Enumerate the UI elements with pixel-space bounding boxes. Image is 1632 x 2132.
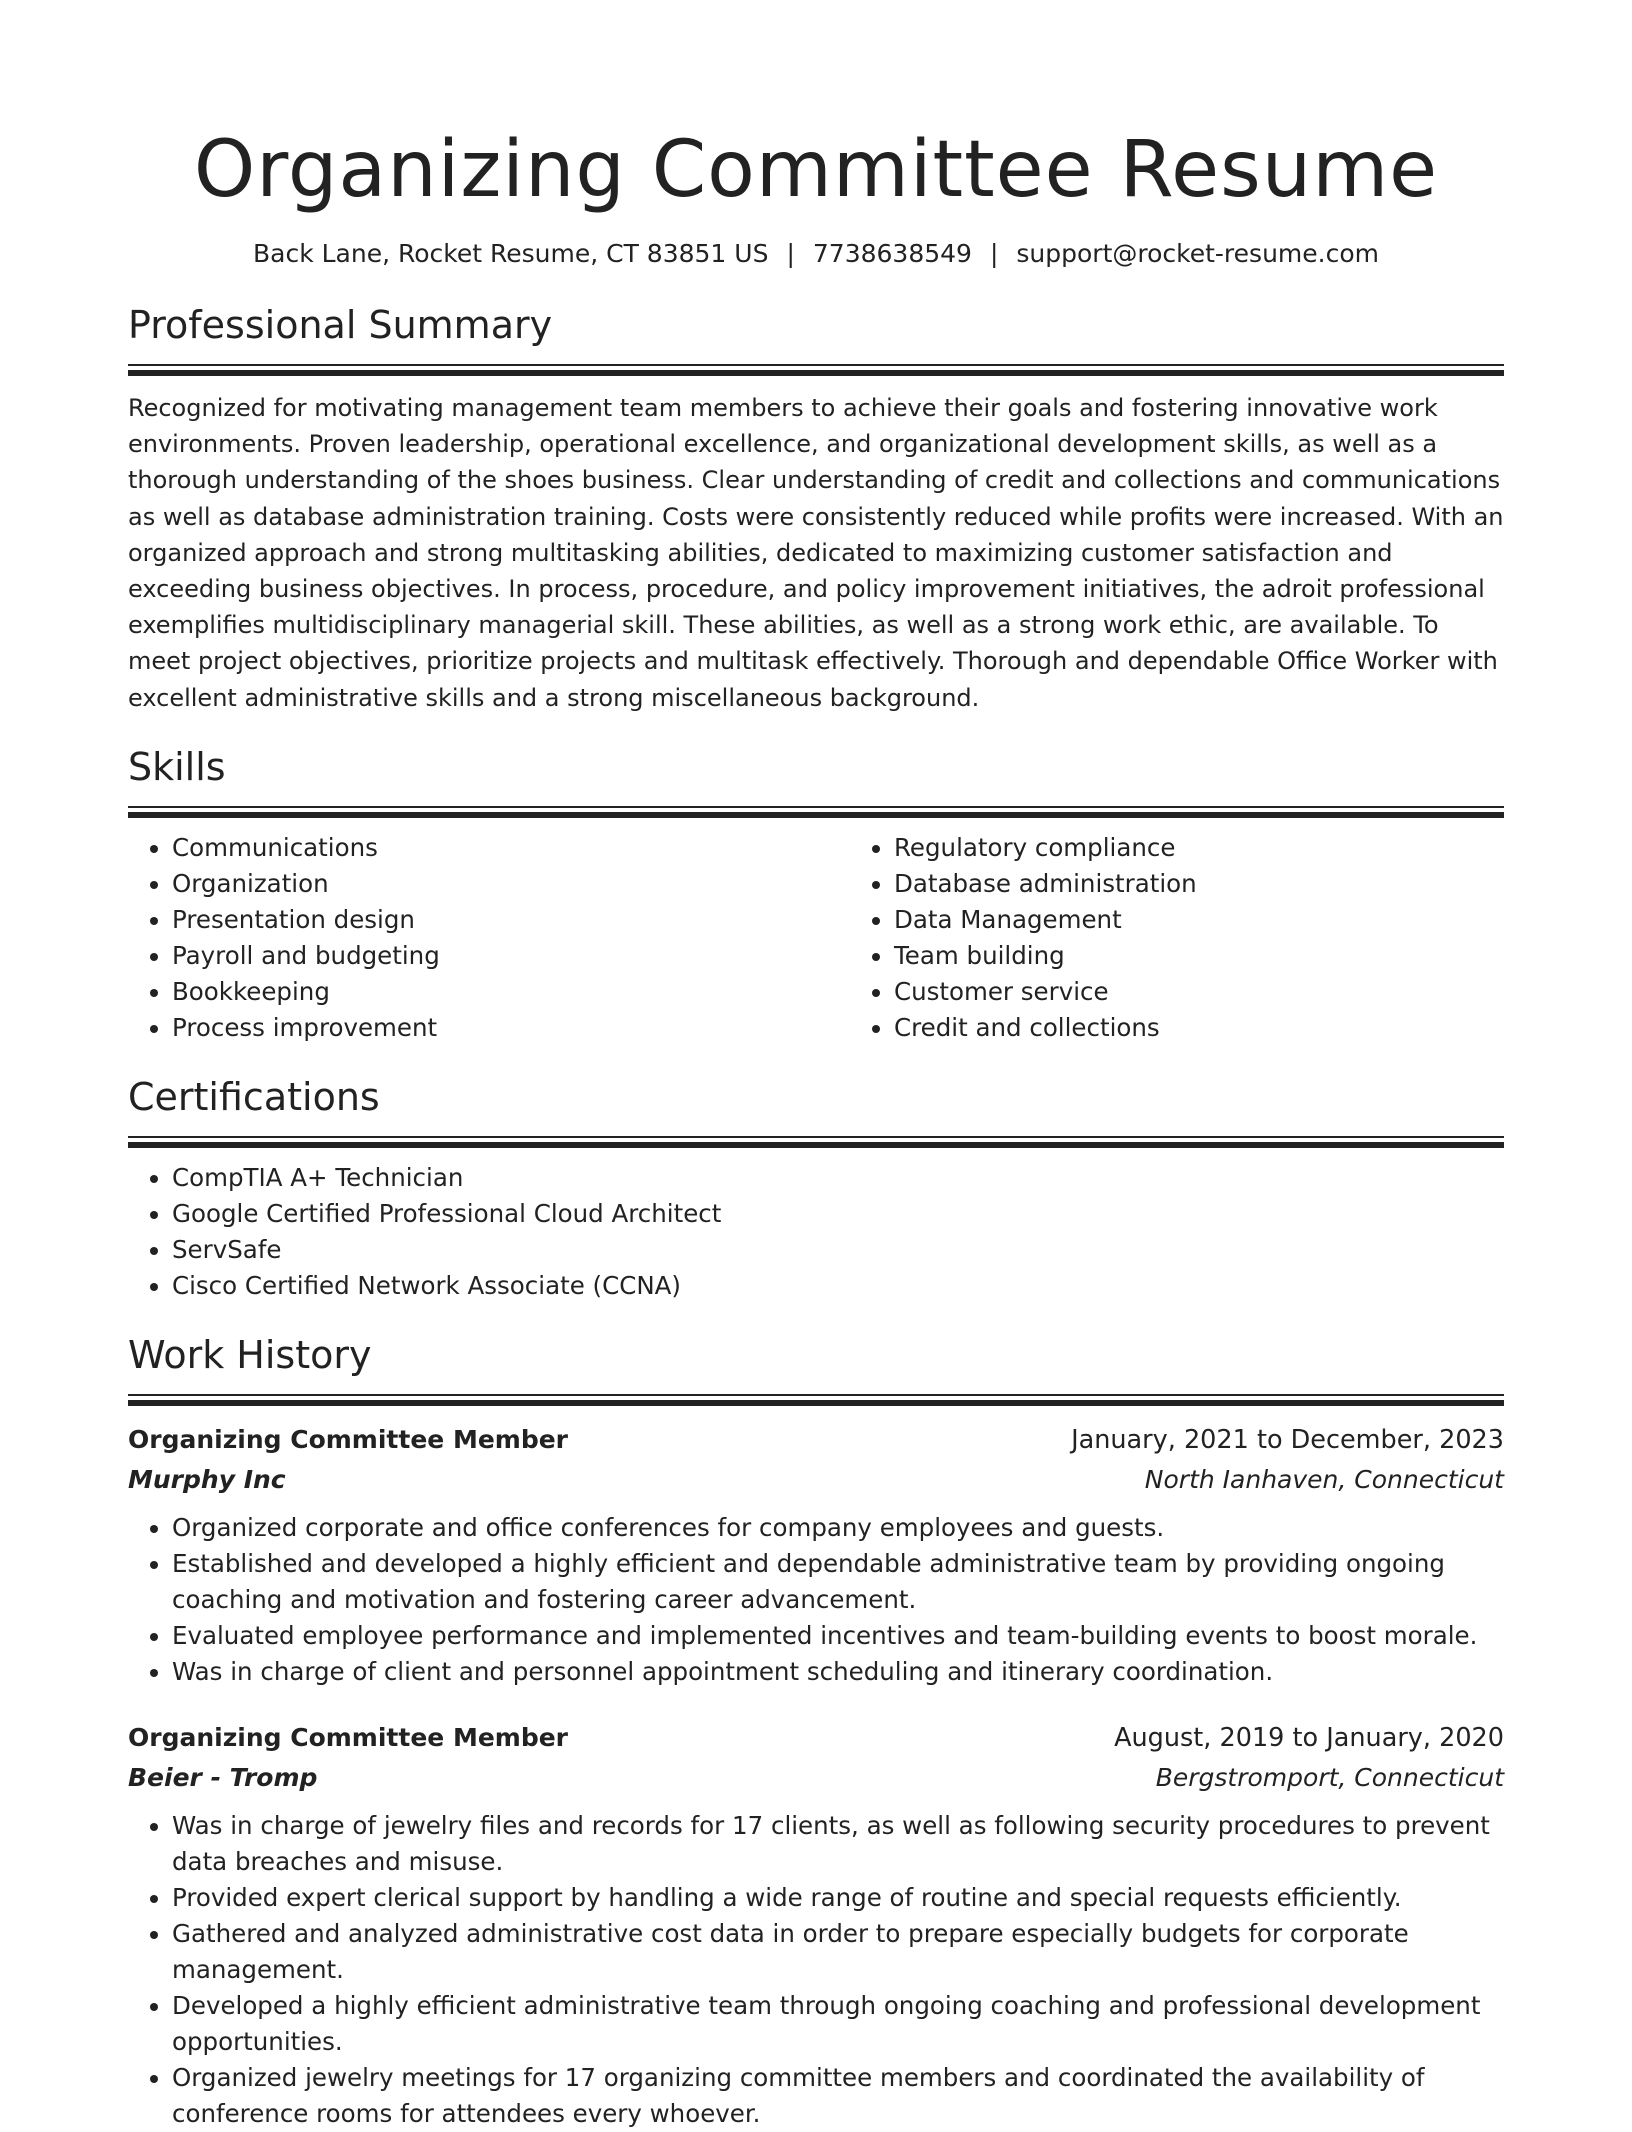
job-company: Beier - Tromp (128, 1762, 318, 1792)
contact-separator: | (989, 239, 999, 268)
job-bullets (128, 1510, 1504, 1690)
job-entry (128, 1718, 1504, 2132)
job-location: Bergstromport, Connecticut (1155, 1762, 1504, 1792)
summary-heading: Professional Summary (128, 303, 553, 347)
work-history-heading: Work History (128, 1332, 372, 1377)
skill-item: • Team building (894, 938, 1572, 974)
certifications-section (128, 1072, 1504, 1304)
job-dates: January, 2021 to December, 2023 (1071, 1424, 1504, 1455)
work-history-section (128, 1330, 1504, 2132)
section-divider (128, 364, 1504, 376)
skills-list-right (850, 830, 1572, 1046)
resume-title: Organizing Committee Resume (193, 125, 1439, 215)
skill-item: • Database administration (894, 866, 1572, 902)
skill-item: • Regulatory compliance (894, 830, 1572, 866)
job-bullet: • Gathered and analyzed administrative cost data in order to prepare especially budgets for corporate management. (172, 1916, 1504, 1988)
job-dates: August, 2019 to January, 2020 (1114, 1722, 1504, 1753)
certification-item: • ServSafe (172, 1232, 1504, 1268)
skill-item: • Communications (172, 830, 850, 866)
job-entry (128, 1420, 1504, 1690)
skill-item: • Customer service (894, 974, 1572, 1010)
certification-item: • Google Certified Professional Cloud Architect (172, 1196, 1504, 1232)
section-divider (128, 1394, 1504, 1406)
contact-separator: | (786, 239, 795, 268)
job-bullet: • Evaluated employee performance and implemented incentives and team-building events to boost morale. (172, 1618, 1504, 1654)
skills-section (128, 742, 1504, 1046)
skill-item: • Credit and collections (894, 1010, 1572, 1046)
contact-phone: 7738638549 (812, 239, 972, 268)
job-bullet: • Organized jewelry meetings for 17 organizing committee members and coordinated the availability of conference rooms for attendees every whoever. (172, 2060, 1504, 2132)
contact-email: support@rocket-resume.com (1016, 239, 1379, 268)
job-bullet: • Developed a highly efficient administrative team through ongoing coaching and professional development opportunities. (172, 1988, 1504, 2060)
skills-heading: Skills (128, 744, 226, 789)
skill-item: • Organization (172, 866, 850, 902)
contact-address: Back Lane, Rocket Resume, CT 83851 US (252, 239, 769, 268)
job-title: Organizing Committee Member (128, 1424, 569, 1454)
skill-item: • Bookkeeping (172, 974, 850, 1010)
section-divider (128, 1136, 1504, 1148)
job-bullet: • Provided expert clerical support by handling a wide range of routine and special requests efficiently. (172, 1880, 1504, 1916)
skill-item: • Data Management (894, 902, 1572, 938)
resume-page (128, 0, 1504, 2132)
skills-grid (128, 818, 1504, 1046)
summary-text: Recognized for motivating management team members to achieve their goals and fostering innovative work environments. Proven leadership, operational excellence, and organizational development skills, as well as a thorough understanding of the shoes business. Clear understanding of credit and collections and communications as well as database administration training. Costs were consistently reduced while profits were increased. With an organized approach and strong multitasking abilities, dedicated to maximizing customer satisfaction and exceeding business objectives. In process, procedure, and policy improvement initiatives, the adroit professional exemplifies multidisciplinary managerial skill. These abilities, as well as a strong work ethic, are available. To meet project objectives, prioritize projects and multitask effectively. Thorough and dependable Office Worker with excellent administrative skills and a strong miscellaneous background. (128, 394, 1504, 712)
certification-item: • Cisco Certified Network Associate (CCNA) (172, 1268, 1504, 1304)
job-company: Murphy Inc (128, 1464, 286, 1494)
skills-list-left (128, 830, 850, 1046)
certifications-heading: Certifications (128, 1074, 380, 1119)
skill-item: • Presentation design (172, 902, 850, 938)
job-location: North Ianhaven, Connecticut (1144, 1464, 1504, 1494)
contact-line (128, 238, 1504, 270)
section-divider (128, 806, 1504, 818)
skill-item: • Process improvement (172, 1010, 850, 1046)
certifications-list (128, 1160, 1504, 1304)
job-bullet: • Organized corporate and office conferences for company employees and guests. (172, 1510, 1504, 1546)
certification-item: • CompTIA A+ Technician (172, 1160, 1504, 1196)
summary-section (128, 300, 1504, 716)
skill-item: • Payroll and budgeting (172, 938, 850, 974)
job-bullet: • Was in charge of client and personnel appointment scheduling and itinerary coordination. (172, 1654, 1504, 1690)
job-bullet: • Was in charge of jewelry files and records for 17 clients, as well as following security procedures to prevent data breaches and misuse. (172, 1808, 1504, 1880)
job-title: Organizing Committee Member (128, 1722, 569, 1752)
job-bullets (128, 1808, 1504, 2132)
job-bullet: • Established and developed a highly efficient and dependable administrative team by providing ongoing coaching and motivation and fostering career advancement. (172, 1546, 1504, 1618)
